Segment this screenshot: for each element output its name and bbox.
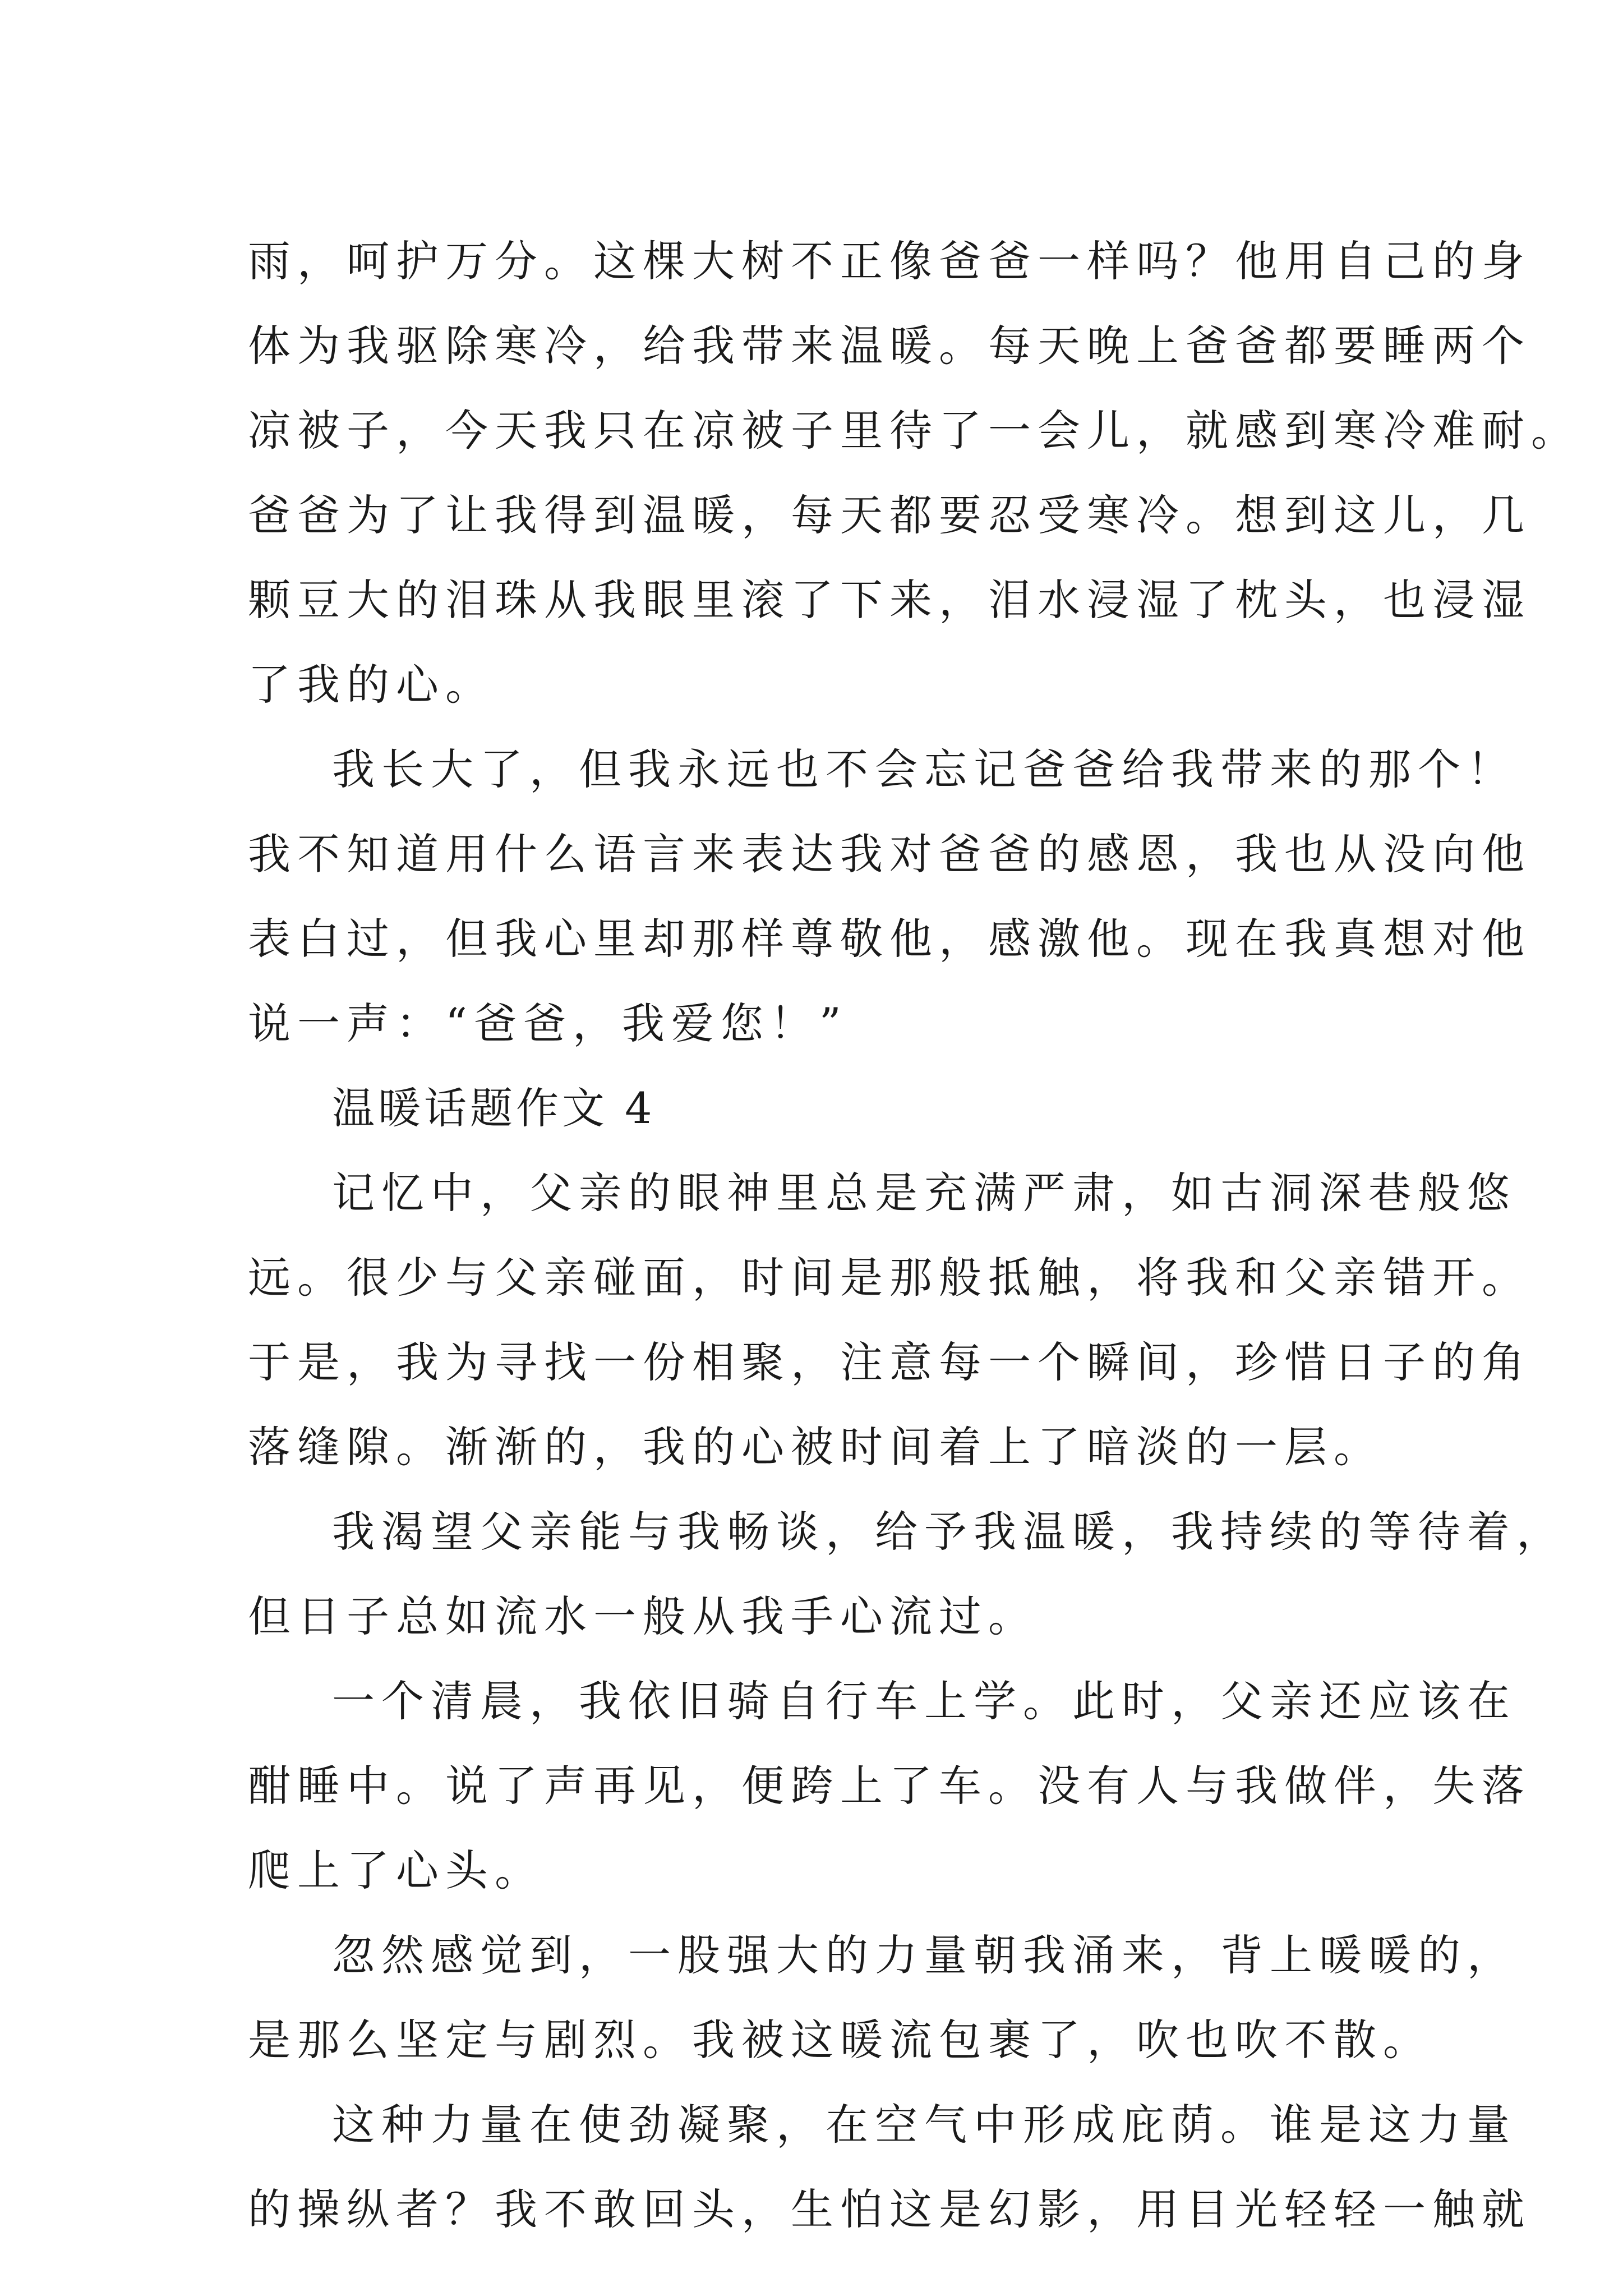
section-heading: 温暖话题作文 4 xyxy=(332,1083,656,1133)
text-line: 落缝隙。渐渐的，我的心被时间着上了暗淡的一层。 xyxy=(248,1422,1383,1472)
text-line: 了我的心。 xyxy=(248,660,495,710)
paragraph-first-line: 忽然感觉到，一股强大的力量朝我涌来，背上暖暖的， xyxy=(332,1930,1516,1980)
paragraph-first-line: 我长大了，但我永远也不会忘记爸爸给我带来的那个！ xyxy=(332,744,1516,794)
text-line: 远。很少与父亲碰面，时间是那般抵触，将我和父亲错开。 xyxy=(248,1253,1531,1303)
text-line: 爸爸为了让我得到温暖，每天都要忍受寒冷。想到这儿，几 xyxy=(248,490,1531,540)
text-line: 但日子总如流水一般从我手心流过。 xyxy=(248,1591,1038,1641)
text-line: 凉被子，今天我只在凉被子里待了一会儿，就感到寒冷难耐。 xyxy=(248,406,1580,455)
text-line: 的操纵者？我不敢回头，生怕这是幻影，用目光轻轻一触就 xyxy=(248,2184,1531,2234)
paragraph-first-line: 我渴望父亲能与我畅谈，给予我温暖，我持续的等待着， xyxy=(332,1507,1566,1557)
text-line: 我不知道用什么语言来表达我对爸爸的感恩，我也从没向他 xyxy=(248,829,1531,879)
text-line: 酣睡中。说了声再见，便跨上了车。没有人与我做伴，失落 xyxy=(248,1761,1531,1811)
text-line: 颗豆大的泪珠从我眼里滚了下来，泪水浸湿了枕头，也浸湿 xyxy=(248,575,1531,625)
text-line: 体为我驱除寒冷，给我带来温暖。每天晚上爸爸都要睡两个 xyxy=(248,321,1531,371)
text-line: 是那么坚定与剧烈。我被这暖流包裹了，吹也吹不散。 xyxy=(248,2015,1432,2065)
text-line: 表白过，但我心里却那样尊敬他，感激他。现在我真想对他 xyxy=(248,914,1531,964)
text-line: 雨，呵护万分。这棵大树不正像爸爸一样吗？他用自己的身 xyxy=(248,236,1531,286)
text-line: 爬上了心头。 xyxy=(248,1846,544,1895)
text-line: 于是，我为寻找一份相聚，注意每一个瞬间，珍惜日子的角 xyxy=(248,1337,1531,1387)
paragraph-first-line: 一个清晨，我依旧骑自行车上学。此时，父亲还应该在 xyxy=(332,1676,1516,1726)
paragraph-first-line: 记忆中，父亲的眼神里总是充满严肃，如古洞深巷般悠 xyxy=(332,1168,1516,1218)
document-page xyxy=(248,219,1580,2252)
text-line: 说一声：“爸爸，我爱您！” xyxy=(248,999,848,1048)
paragraph-first-line: 这种力量在使劲凝聚，在空气中形成庇荫。谁是这力量 xyxy=(332,2100,1516,2150)
